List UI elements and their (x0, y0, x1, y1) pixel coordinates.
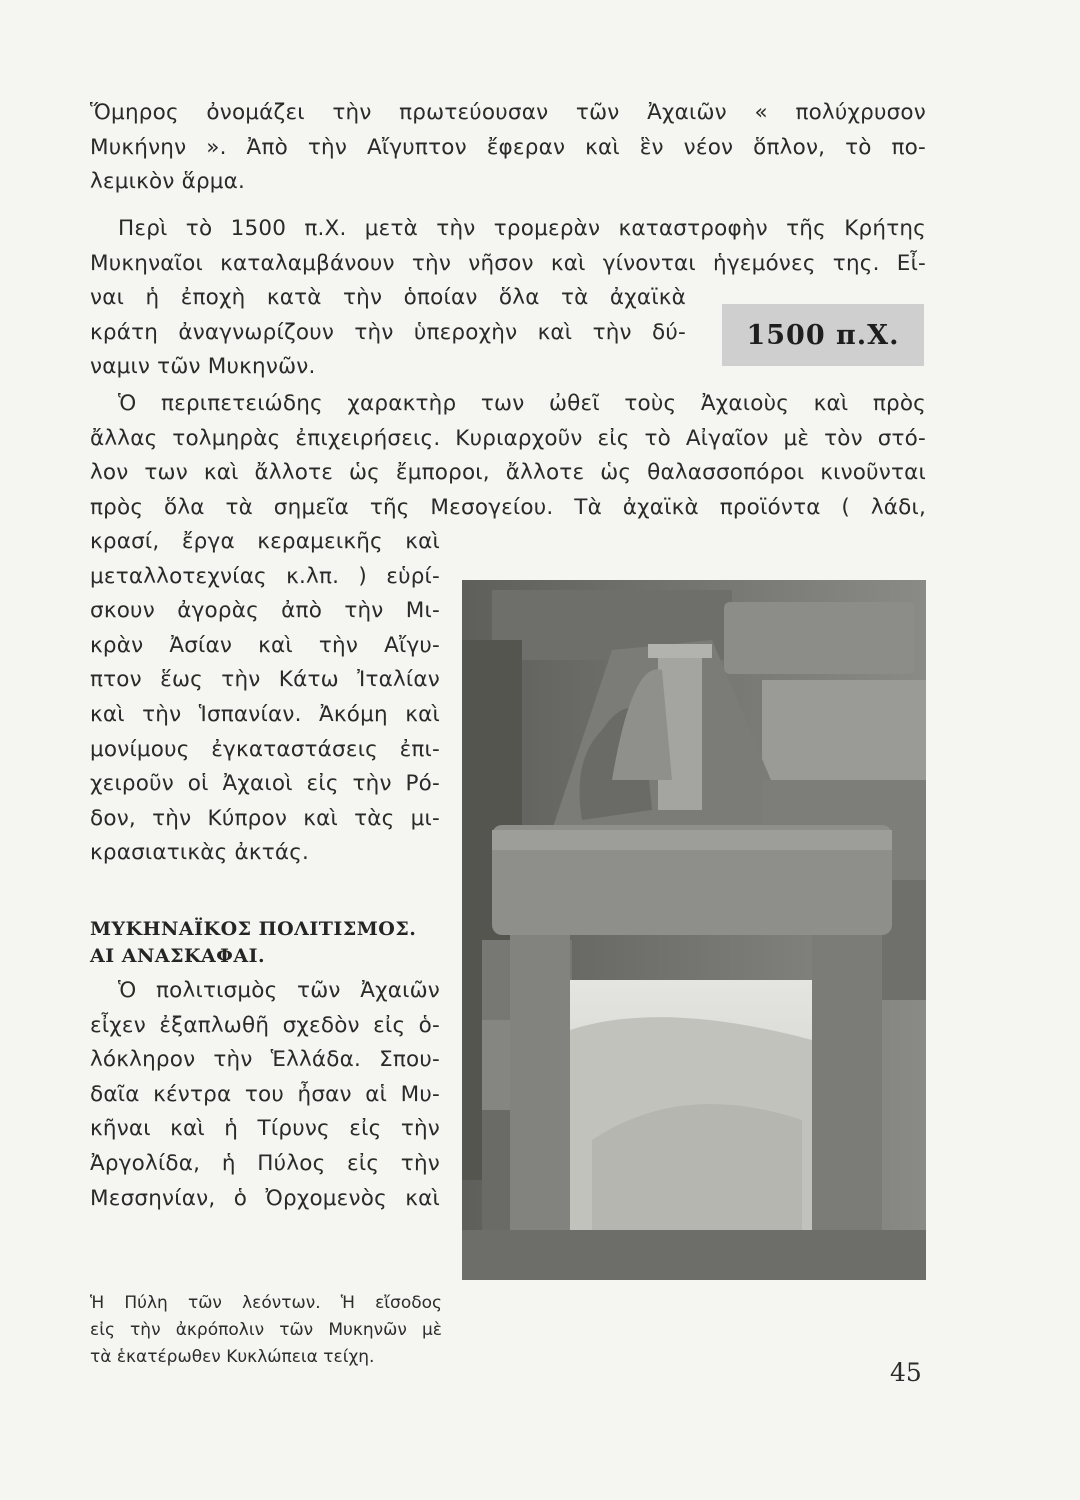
text-line: Περὶ τὸ 1500 π.Χ. μετὰ τὴν τρομερὰν καταστροφὴν τῆς Κρήτης (118, 216, 926, 241)
text-line: ναι ἡ ἐποχὴ κατὰ τὴν ὁποίαν ὅλα τὰ ἀχαϊκὰ (90, 285, 686, 310)
text-line: Ἀργολίδα, ἡ Πύλος εἰς τὴν (90, 1150, 440, 1176)
text-line: Μυκήνην ». Ἀπὸ τὴν Αἴγυπτον ἔφεραν καὶ ἓν νέον ὅπλον, τὸ πο- (90, 134, 926, 160)
text-line: λον των καὶ ἄλλοτε ὡς ἔμποροι, ἄλλοτε ὡς θαλασσοπόροι κινοῦνται (90, 460, 926, 486)
paragraph-crete-continued (90, 281, 686, 385)
text-line: δον, τὴν Κύπρον καὶ τὰς μι- (90, 805, 440, 831)
text-line: εἶχεν ἐξαπλωθῆ σχεδὸν εἰς ὁ- (90, 1012, 440, 1038)
paragraph-civilization (90, 974, 440, 1216)
text-line: Ὁ πολιτισμὸς τῶν Ἀχαιῶν (118, 978, 440, 1003)
text-line: κρὰν Ἀσίαν καὶ τὴν Αἴγυ- (90, 632, 440, 658)
text-line: χειροῦν οἱ Ἀχαιοὶ εἰς τὴν Ρό- (90, 771, 440, 797)
text-line: λεμικὸν ἅρμα. (90, 169, 246, 195)
lion-gate-photo (462, 580, 926, 1280)
paragraph-crete (90, 212, 926, 281)
text-line: κῆναι καὶ ἡ Τίρυνς εἰς τὴν (90, 1116, 440, 1142)
paragraph-achaeans-continued (90, 525, 440, 871)
text-line: μονίμους ἐγκαταστάσεις ἐπι- (90, 736, 440, 762)
text-line: Μεσσηνίαν, ὁ Ὀρχομενὸς καὶ (90, 1185, 440, 1211)
caption-line: εἰς τὴν ἀκρόπολιν τῶν Μυκηνῶν μὲ (90, 1320, 442, 1340)
page-number: 45 (890, 1358, 922, 1387)
text-line: Ὁ περιπετειώδης χαρακτὴρ των ὠθεῖ τοὺς Ἀχαιοὺς καὶ πρὸς (118, 391, 926, 416)
text-line: λόκληρον τὴν Ἑλλάδα. Σπου- (90, 1047, 440, 1073)
text-line: ἄλλας τολμηρὰς ἐπιχειρήσεις. Κυριαρχοῦν εἰς τὸ Αἰγαῖον μὲ τὸν στό- (90, 425, 926, 451)
section-heading-line: ΑΙ ΑΝΑΣΚΑΦΑΙ. (90, 945, 266, 967)
caption-line: Ἡ Πύλη τῶν λεόντων. Ἡ εἴσοδος (90, 1293, 442, 1313)
text-line: δαῖα κέντρα του ἦσαν αἱ Μυ- (90, 1081, 440, 1107)
text-line: κράτη ἀναγνωρίζουν τὴν ὑπεροχὴν καὶ τὴν δύ- (90, 319, 686, 345)
text-line: πρὸς ὅλα τὰ σημεῖα τῆς Μεσογείου. Τὰ ἀχαϊκὰ προϊόντα ( λάδι, (90, 494, 926, 520)
text-line: κρασί, ἔργα κεραμεικῆς καὶ (90, 529, 440, 554)
section-heading (90, 916, 450, 970)
text-line: καὶ τὴν Ἱσπανίαν. Ἀκόμη καὶ (90, 701, 440, 727)
paragraph-homer (90, 96, 926, 200)
margin-date-label: 1500 π.Χ. (722, 304, 924, 366)
text-line: Ὅμηρος ὀνομάζει τὴν πρωτεύουσαν τῶν Ἀχαιῶν « πολύχρυσον (90, 100, 926, 125)
text-line: σκουν ἀγορὰς ἀπὸ τὴν Μι- (90, 598, 440, 624)
section-heading-line: ΜΥΚΗΝΑΪΚΟΣ ΠΟΛΙΤΙΣΜΟΣ. (90, 918, 417, 940)
text-line: Μυκηναῖοι καταλαμβάνουν τὴν νῆσον καὶ γίνονται ἡγεμόνες της. Εἶ- (90, 250, 926, 276)
paragraph-achaeans (90, 387, 926, 525)
text-line: ναμιν τῶν Μυκηνῶν. (90, 354, 316, 380)
caption-line: τὰ ἑκατέρωθεν Κυκλώπεια τείχη. (90, 1347, 375, 1367)
text-line: πτον ἕως τὴν Κάτω Ἰταλίαν (90, 667, 440, 693)
text-line: μεταλλοτεχνίας κ.λπ. ) εὑρί- (90, 563, 440, 589)
photo-caption (90, 1290, 442, 1371)
text-line: κρασιατικὰς ἀκτάς. (90, 840, 310, 866)
